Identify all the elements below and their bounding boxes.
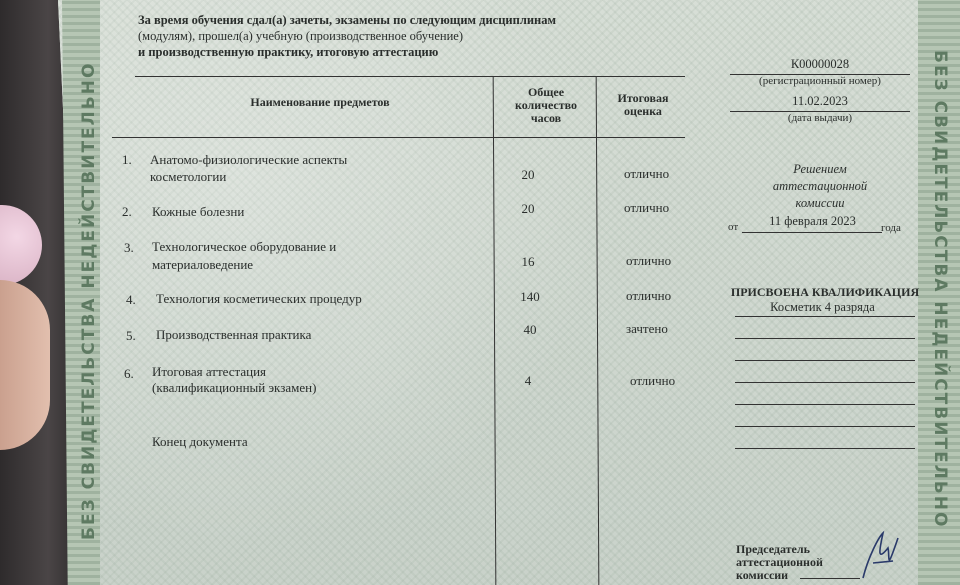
hand [0, 280, 50, 450]
row-hours: 16 [521, 254, 535, 269]
intro-line-2: (модулям), прошел(а) учебную (производственное обучение) [138, 29, 463, 43]
row-subject-cont: косметологии [150, 169, 227, 184]
right-border-text: БЕЗ СВИДЕТЕЛЬСТВА НЕДЕЙСТВИТЕЛЬНО [930, 50, 950, 529]
decision-date: 11 февраля 2023 [769, 214, 856, 228]
row-grade: отлично [626, 288, 672, 303]
chairman-label [736, 543, 856, 582]
qualification-line-4 [735, 382, 915, 383]
row-subject: Кожные болезни [152, 204, 245, 219]
row-grade: зачтено [626, 321, 668, 336]
signature-line [800, 578, 860, 579]
qualification-line-6 [735, 426, 915, 427]
decision-line-1: Решением [793, 162, 847, 176]
decision-line-2: аттестационной [772, 179, 868, 193]
from-word: от [728, 221, 739, 233]
row-grade: отлично [624, 200, 670, 215]
row-number: 2. [122, 204, 132, 219]
row-subject-cont: материаловедение [152, 257, 254, 272]
decision-date-line [742, 232, 882, 233]
decision-line-3: комиссии [795, 196, 845, 210]
qualification-line-3 [735, 360, 915, 361]
row-number: 5. [126, 328, 136, 343]
chairman-line-3: комиссии [736, 568, 789, 582]
row-subject: Анатомо-физиологические аспекты [150, 152, 348, 167]
chairman-line-2: аттестационной [736, 555, 823, 569]
row-subject-cont: (квалификационный экзамен) [152, 380, 317, 395]
qualification-value: Косметик 4 разряда [770, 300, 875, 314]
qualification-title: ПРИСВОЕНА КВАЛИФИКАЦИЯ [730, 285, 920, 299]
row-hours: 4 [524, 373, 532, 388]
reg-number-caption: (регистрационный номер) [759, 75, 881, 87]
row-subject: Технологическое оборудование и [152, 239, 337, 254]
intro-text [138, 12, 556, 60]
row-hours: 20 [521, 201, 535, 216]
reg-number: К00000028 [790, 57, 850, 71]
row-grade: отлично [630, 373, 676, 388]
issue-date-caption: (дата выдачи) [787, 112, 853, 124]
column-hours-header: Общее количество часов [514, 85, 578, 125]
row-grade: отлично [624, 166, 670, 181]
qualification-line-2 [735, 338, 915, 339]
intro-line-3: и производственную практику, итоговую аттестацию [138, 45, 439, 59]
row-number: 3. [124, 240, 134, 255]
row-subject: Итоговая аттестация [152, 364, 267, 379]
intro-line-1: За время обучения сдал(а) зачеты, экзамены по следующим дисциплинам [138, 13, 557, 27]
row-hours: 20 [521, 167, 535, 182]
signature [858, 528, 908, 585]
end-of-document: Конец документа [152, 434, 248, 449]
row-number: 4. [126, 292, 136, 307]
chairman-line-1: Председатель [736, 542, 810, 556]
column-name-header: Наименование предметов [250, 95, 390, 109]
row-number: 1. [122, 152, 132, 167]
row-hours: 140 [520, 289, 540, 304]
table-top-line [135, 76, 685, 77]
qualification-line-7 [735, 448, 915, 449]
qualification-line-1 [735, 316, 915, 317]
row-hours: 40 [523, 322, 537, 337]
row-number: 6. [124, 366, 134, 381]
column-grade-header: Итоговая оценка [617, 91, 669, 118]
row-subject: Производственная практика [156, 327, 312, 342]
year-word: года [881, 222, 901, 234]
left-border-text: БЕЗ СВИДЕТЕЛЬСТВА НЕДЕЙСТВИТЕЛЬНО [79, 61, 99, 540]
row-subject: Технология косметических процедур [156, 291, 362, 306]
qualification-line-5 [735, 404, 915, 405]
row-grade: отлично [626, 253, 672, 268]
table-header-line [112, 137, 685, 138]
issue-date: 11.02.2023 [792, 94, 848, 108]
